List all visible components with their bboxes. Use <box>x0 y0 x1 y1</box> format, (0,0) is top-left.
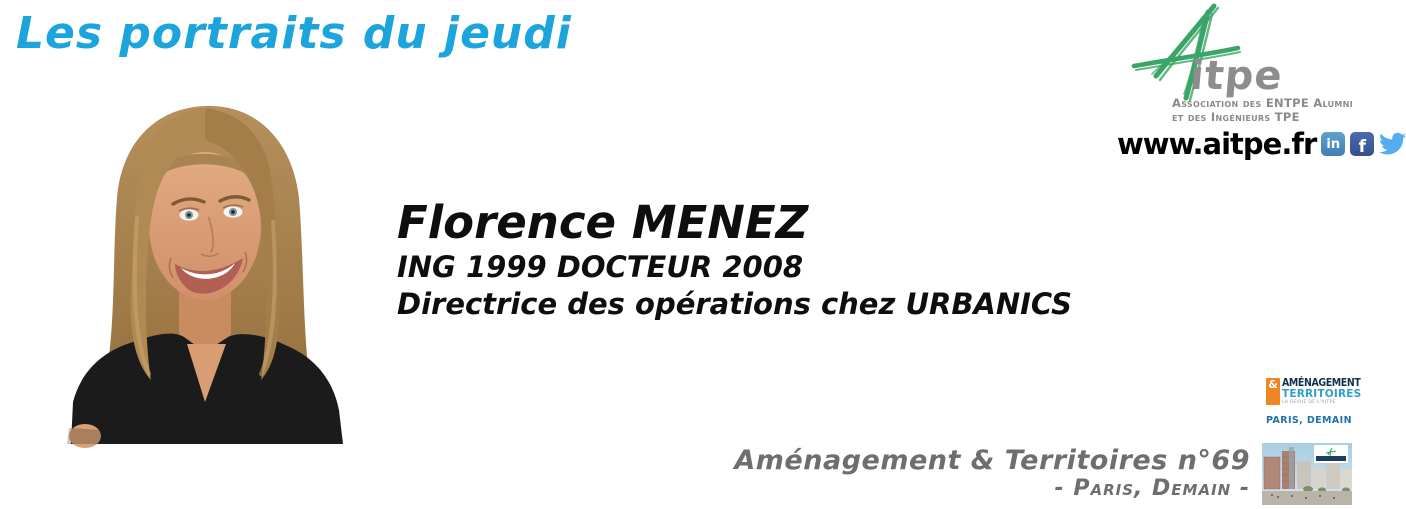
aitpe-tagline-line2: et des Ingénieurs TPE <box>1172 109 1300 124</box>
twitter-icon[interactable] <box>1379 132 1406 156</box>
aitpe-tagline <box>1172 97 1353 124</box>
person-credentials: ING 1999 DOCTEUR 2008 <box>397 250 804 284</box>
magazine-caption-line1: Aménagement & Territoires n°69 <box>734 445 1250 476</box>
person-role: Directrice des opérations chez URBANICS <box>397 287 1073 321</box>
magazine-cover-thumbnail[interactable] <box>1262 443 1352 505</box>
website-link[interactable]: www.aitpe.fr <box>1117 127 1317 161</box>
website-row <box>1117 127 1406 161</box>
magazine-logo-word2: TERRITOIRES <box>1282 388 1362 400</box>
magazine-caption-line2: - Paris, Demain - <box>1054 476 1250 501</box>
facebook-icon[interactable]: f <box>1350 132 1374 156</box>
magazine-logo-revue: LA REVUE DE L'AITPE <box>1282 400 1336 405</box>
magazine-ampersand-icon: & <box>1266 378 1280 405</box>
person-info <box>397 196 1072 323</box>
aitpe-logo-text: itpe <box>1187 53 1285 99</box>
magazine-issue-title: PARIS, DEMAIN <box>1266 415 1352 426</box>
person-name: Florence MENEZ <box>397 196 809 249</box>
magazine-logo <box>1266 377 1362 426</box>
magazine-caption <box>734 445 1250 502</box>
linkedin-icon[interactable]: in <box>1321 132 1345 156</box>
person-photo <box>63 98 347 444</box>
aitpe-tagline-line1: Association des ENTPE Alumni <box>1172 96 1353 110</box>
page-title: Les portraits du jeudi <box>16 8 572 59</box>
magazine-logo-word1: AMÉNAGEMENT <box>1282 377 1361 389</box>
